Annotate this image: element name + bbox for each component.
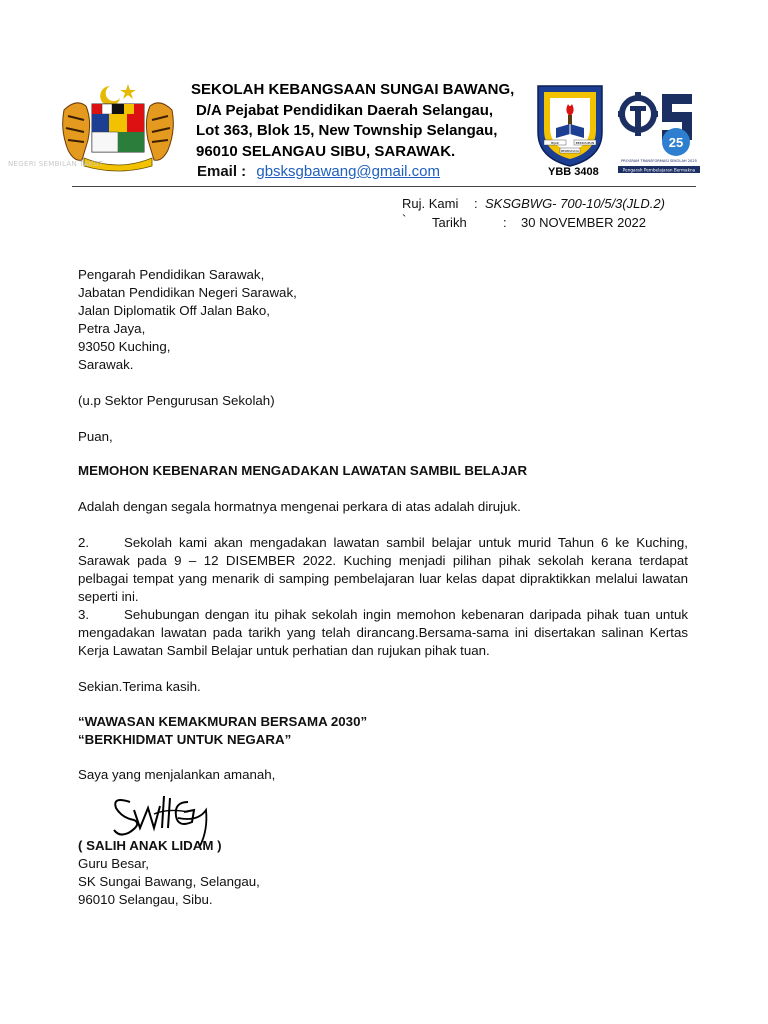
ts-logo-number: 25 (668, 135, 684, 150)
paragraph-3-text: Sehubungan dengan itu pihak sekolah ingin memohon kebenaran daripada pihak tuan untuk mengadakan lawatan pada tarikh yang telah dirancang.Bersama-sama ini disertakan salinan Kertas Kerja Lawatan Sambil Belajar untuk perhatian dan rujukan pihak tuan. (78, 607, 688, 658)
email-link[interactable]: gbsksgbawang@gmail.com (256, 163, 441, 180)
recipient-address (78, 266, 688, 374)
ruj-label: Ruj. Kami (402, 196, 459, 211)
paragraph-2-text: Sekolah kami akan mengadakan lawatan sambil belajar untuk murid Tahun 6 ke Kuching, Sarawak pada 9 – 12 DISEMBER 2022. Kuching menjadi pilihan pihak sekolah kerana terdapat pelbagai tempat yang menarik di samping pembelajaran luar kelas dapat dipraktikkan melalui lawatan seperti ini. (78, 535, 688, 604)
recipient-line: Pengarah Pendidikan Sarawak, (78, 267, 265, 282)
paragraph-number: 3. (78, 607, 90, 622)
signer-school: SK Sungai Bawang, Selangau, (78, 874, 260, 889)
paragraph-number: 2. (78, 535, 90, 550)
ruj-value: SKSGBWG- 700-10/5/3(JLD.2) (485, 196, 665, 211)
school-address-line: Lot 363, Blok 15, New Township Selangau, (196, 122, 498, 139)
recipient-line: 93050 Kuching, (78, 339, 171, 354)
closing-line: Sekian.Terima kasih. (78, 679, 201, 694)
crest-caption: NEGERI SEMBILAN TAKUT (8, 160, 104, 168)
ts-logo-caption: PROGRAM TRANSFORMASI SEKOLAH 2025 (621, 159, 697, 163)
signature-block (78, 837, 688, 909)
recipient-line: Jabatan Pendidikan Negeri Sarawak, (78, 285, 297, 300)
school-address-line: 96010 SELANGAU SIBU, SARAWAK. (196, 142, 456, 160)
signer-address: 96010 Selangau, Sibu. (78, 892, 213, 907)
tarikh-value: 30 NOVEMBER 2022 (521, 215, 647, 230)
tarikh-label: Tarikh (432, 215, 467, 230)
tarikh-separator: : (503, 215, 507, 230)
opening-paragraph: Adalah dengan segala hormatnya mengenai perkara di atas adalah dirujuk. (78, 499, 521, 514)
school-address-line: D/A Pejabat Pendidikan Daerah Selangau, (196, 101, 494, 119)
motto-1: “WAWASAN KEMAKMURAN BERSAMA 2030” (78, 714, 368, 729)
badge-label-left: BIJAK (551, 141, 559, 145)
paragraph-2 (78, 534, 688, 606)
attention-line: (u.p Sektor Pengurusan Sekolah) (78, 393, 275, 408)
email-row (191, 162, 531, 182)
school-name: SEKOLAH KEBANGSAAN SUNGAI BAWANG, (191, 81, 515, 98)
ts-logo-tagline: Pengarah Pembelajaran Bermakna (622, 167, 696, 173)
ts25-program-logo-icon (618, 84, 700, 174)
motto-2: “BERKHIDMAT UNTUK NEGARA” (78, 732, 292, 747)
salutation: Puan, (78, 429, 113, 444)
malaysia-coat-of-arms-icon (58, 80, 178, 172)
tick-mark: ` (402, 212, 407, 227)
school-address-block (191, 80, 531, 182)
recipient-line: Sarawak. (78, 357, 134, 372)
school-badge-icon (534, 82, 606, 168)
school-code: YBB 3408 (548, 166, 599, 178)
email-label: Email : (197, 163, 247, 180)
paragraph-3 (78, 606, 688, 660)
recipient-line: Petra Jaya, (78, 321, 146, 336)
badge-label-bottom: BERBUDAYA (560, 149, 580, 153)
badge-label-right: BERDISIPLIN (575, 141, 595, 145)
letterhead-divider (72, 186, 696, 187)
signer-name: ( SALIH ANAK LIDAM ) (78, 838, 222, 853)
signer-title: Guru Besar, (78, 856, 149, 871)
recipient-line: Jalan Diplomatik Off Jalan Bako, (78, 303, 270, 318)
letter-subject: MEMOHON KEBENARAN MENGADAKAN LAWATAN SAMBIL BELAJAR (78, 463, 528, 478)
ruj-separator: : (474, 196, 478, 211)
sign-off: Saya yang menjalankan amanah, (78, 767, 276, 782)
